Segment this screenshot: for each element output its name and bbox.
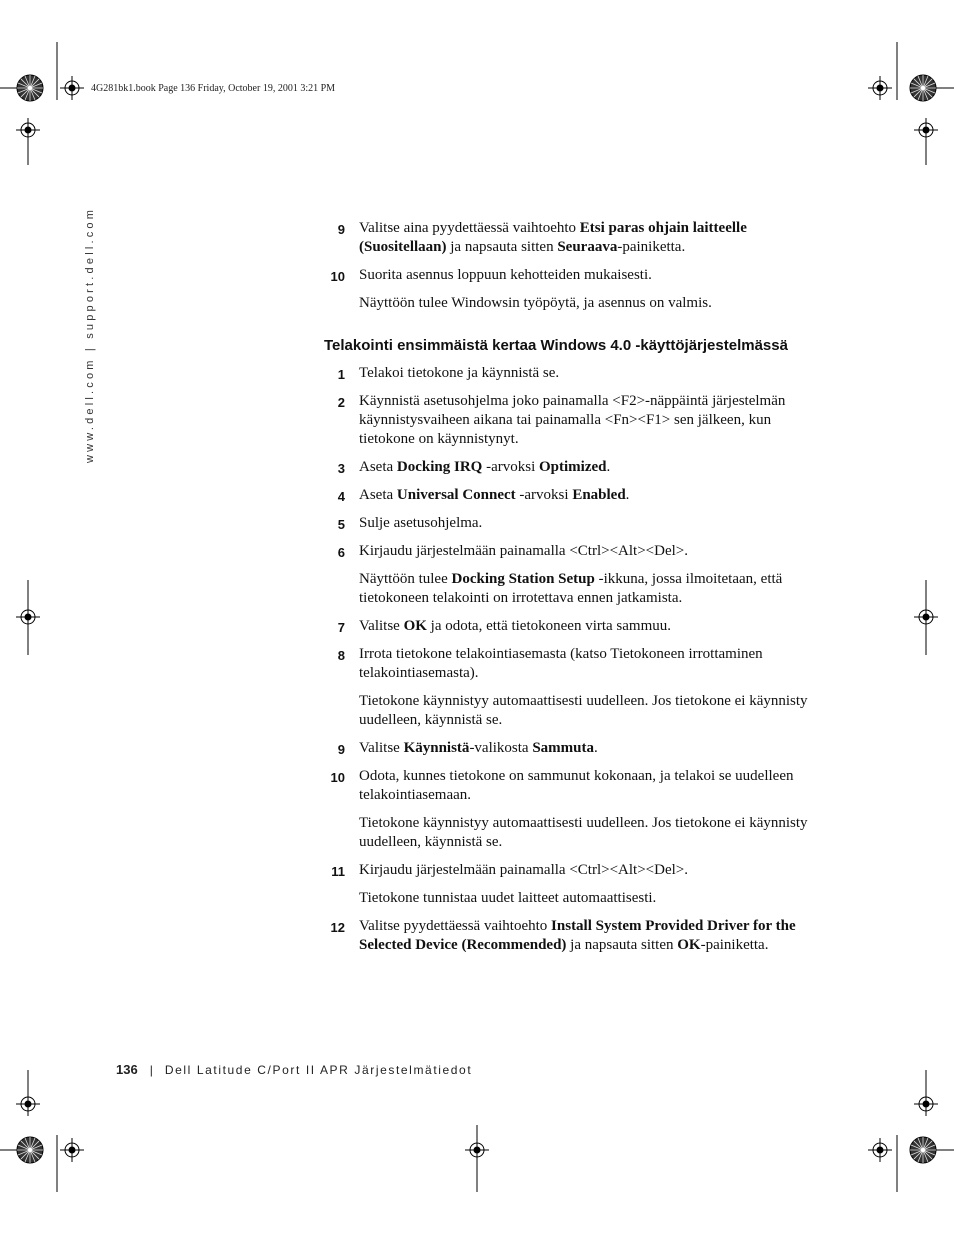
step-number: 6	[337, 545, 345, 560]
step-text: Kirjaudu järjestelmään painamalla <Ctrl><Alt><Del>.	[359, 543, 688, 559]
step-item	[324, 767, 824, 852]
step-text: Käynnistä asetusohjelma joko painamalla <F2>-näppäintä järjestelmän käynnistysvaiheen aikana tai painamalla <Fn><F1> sen jälkeen, kun tietokone on käynnistynyt.	[359, 393, 786, 447]
step-number: 11	[331, 864, 345, 879]
step-item	[324, 364, 824, 383]
step-number: 10	[330, 770, 345, 785]
step-text: Aseta Universal Connect -arvoksi Enabled.	[359, 487, 630, 503]
page-footer	[116, 1062, 472, 1077]
print-header: 4G281bk1.book Page 136 Friday, October 19, 2001 3:21 PM	[91, 83, 336, 94]
step-note: Näyttöön tulee Docking Station Setup -ikkuna, jossa ilmoitetaan, että tietokoneen telakointi on irrotettava ennen jatkamista.	[359, 571, 783, 606]
step-number: 8	[337, 648, 345, 663]
step-number: 3	[337, 461, 345, 476]
step-text: Irrota tietokone telakointiasemasta (katso Tietokoneen irrottaminen telakointiasemasta).	[359, 646, 763, 681]
main-content	[324, 219, 824, 964]
side-url: www.dell.com | support.dell.com	[84, 206, 96, 463]
step-number: 5	[337, 517, 345, 532]
step-note: Tietokone käynnistyy automaattisesti uudelleen. Jos tietokone ei käynnisty uudelleen, käynnistä se.	[359, 815, 808, 850]
step-text: Odota, kunnes tietokone on sammunut kokonaan, ja telakoi se uudelleen telakointiasemaan.	[359, 768, 794, 803]
step-number: 4	[337, 489, 345, 504]
step-note: Näyttöön tulee Windowsin työpöytä, ja asennus on valmis.	[359, 295, 712, 311]
step-item	[324, 645, 824, 730]
step-item	[324, 917, 824, 955]
step-number: 1	[337, 367, 345, 382]
step-note: Tietokone tunnistaa uudet laitteet automaattisesti.	[359, 890, 657, 906]
step-number: 10	[330, 269, 345, 284]
step-text: Kirjaudu järjestelmään painamalla <Ctrl><Alt><Del>.	[359, 862, 688, 878]
step-item	[324, 486, 824, 505]
step-text: Valitse Käynnistä-valikosta Sammuta.	[359, 740, 598, 756]
step-text: Valitse pyydettäessä vaihtoehto Install System Provided Driver for the Selected Device (Recommended) ja napsauta sitten OK-painiketta.	[359, 918, 796, 953]
step-item	[324, 219, 824, 257]
step-note: Tietokone käynnistyy automaattisesti uudelleen. Jos tietokone ei käynnisty uudelleen, käynnistä se.	[359, 693, 808, 728]
step-number: 9	[337, 222, 345, 237]
step-text: Aseta Docking IRQ -arvoksi Optimized.	[359, 459, 611, 475]
step-item	[324, 514, 824, 533]
step-number: 9	[337, 742, 345, 757]
step-item	[324, 266, 824, 313]
step-text: Valitse aina pyydettäessä vaihtoehto Etsi paras ohjain laitteelle (Suositellaan) ja napsauta sitten Seuraava-painiketta.	[359, 220, 747, 255]
step-item	[324, 458, 824, 477]
page-number: 136	[116, 1062, 138, 1077]
step-text: Valitse OK ja odota, että tietokoneen virta sammuu.	[359, 618, 672, 634]
step-item	[324, 861, 824, 908]
step-text: Sulje asetusohjelma.	[359, 515, 483, 531]
footer-title: Dell Latitude C/Port II APR Järjestelmätiedot	[164, 1063, 473, 1077]
step-number: 12	[330, 920, 345, 935]
step-item	[324, 617, 824, 636]
step-number: 7	[337, 620, 345, 635]
step-item	[324, 542, 824, 608]
step-item	[324, 739, 824, 758]
section-heading: Telakointi ensimmäistä kertaa Windows 4.0 -käyttöjärjestelmässä	[324, 337, 788, 354]
footer-separator: |	[149, 1063, 153, 1077]
step-text: Suorita asennus loppuun kehotteiden mukaisesti.	[359, 267, 652, 283]
step-number: 2	[337, 395, 345, 410]
step-item	[324, 392, 824, 449]
step-text: Telakoi tietokone ja käynnistä se.	[359, 365, 560, 381]
